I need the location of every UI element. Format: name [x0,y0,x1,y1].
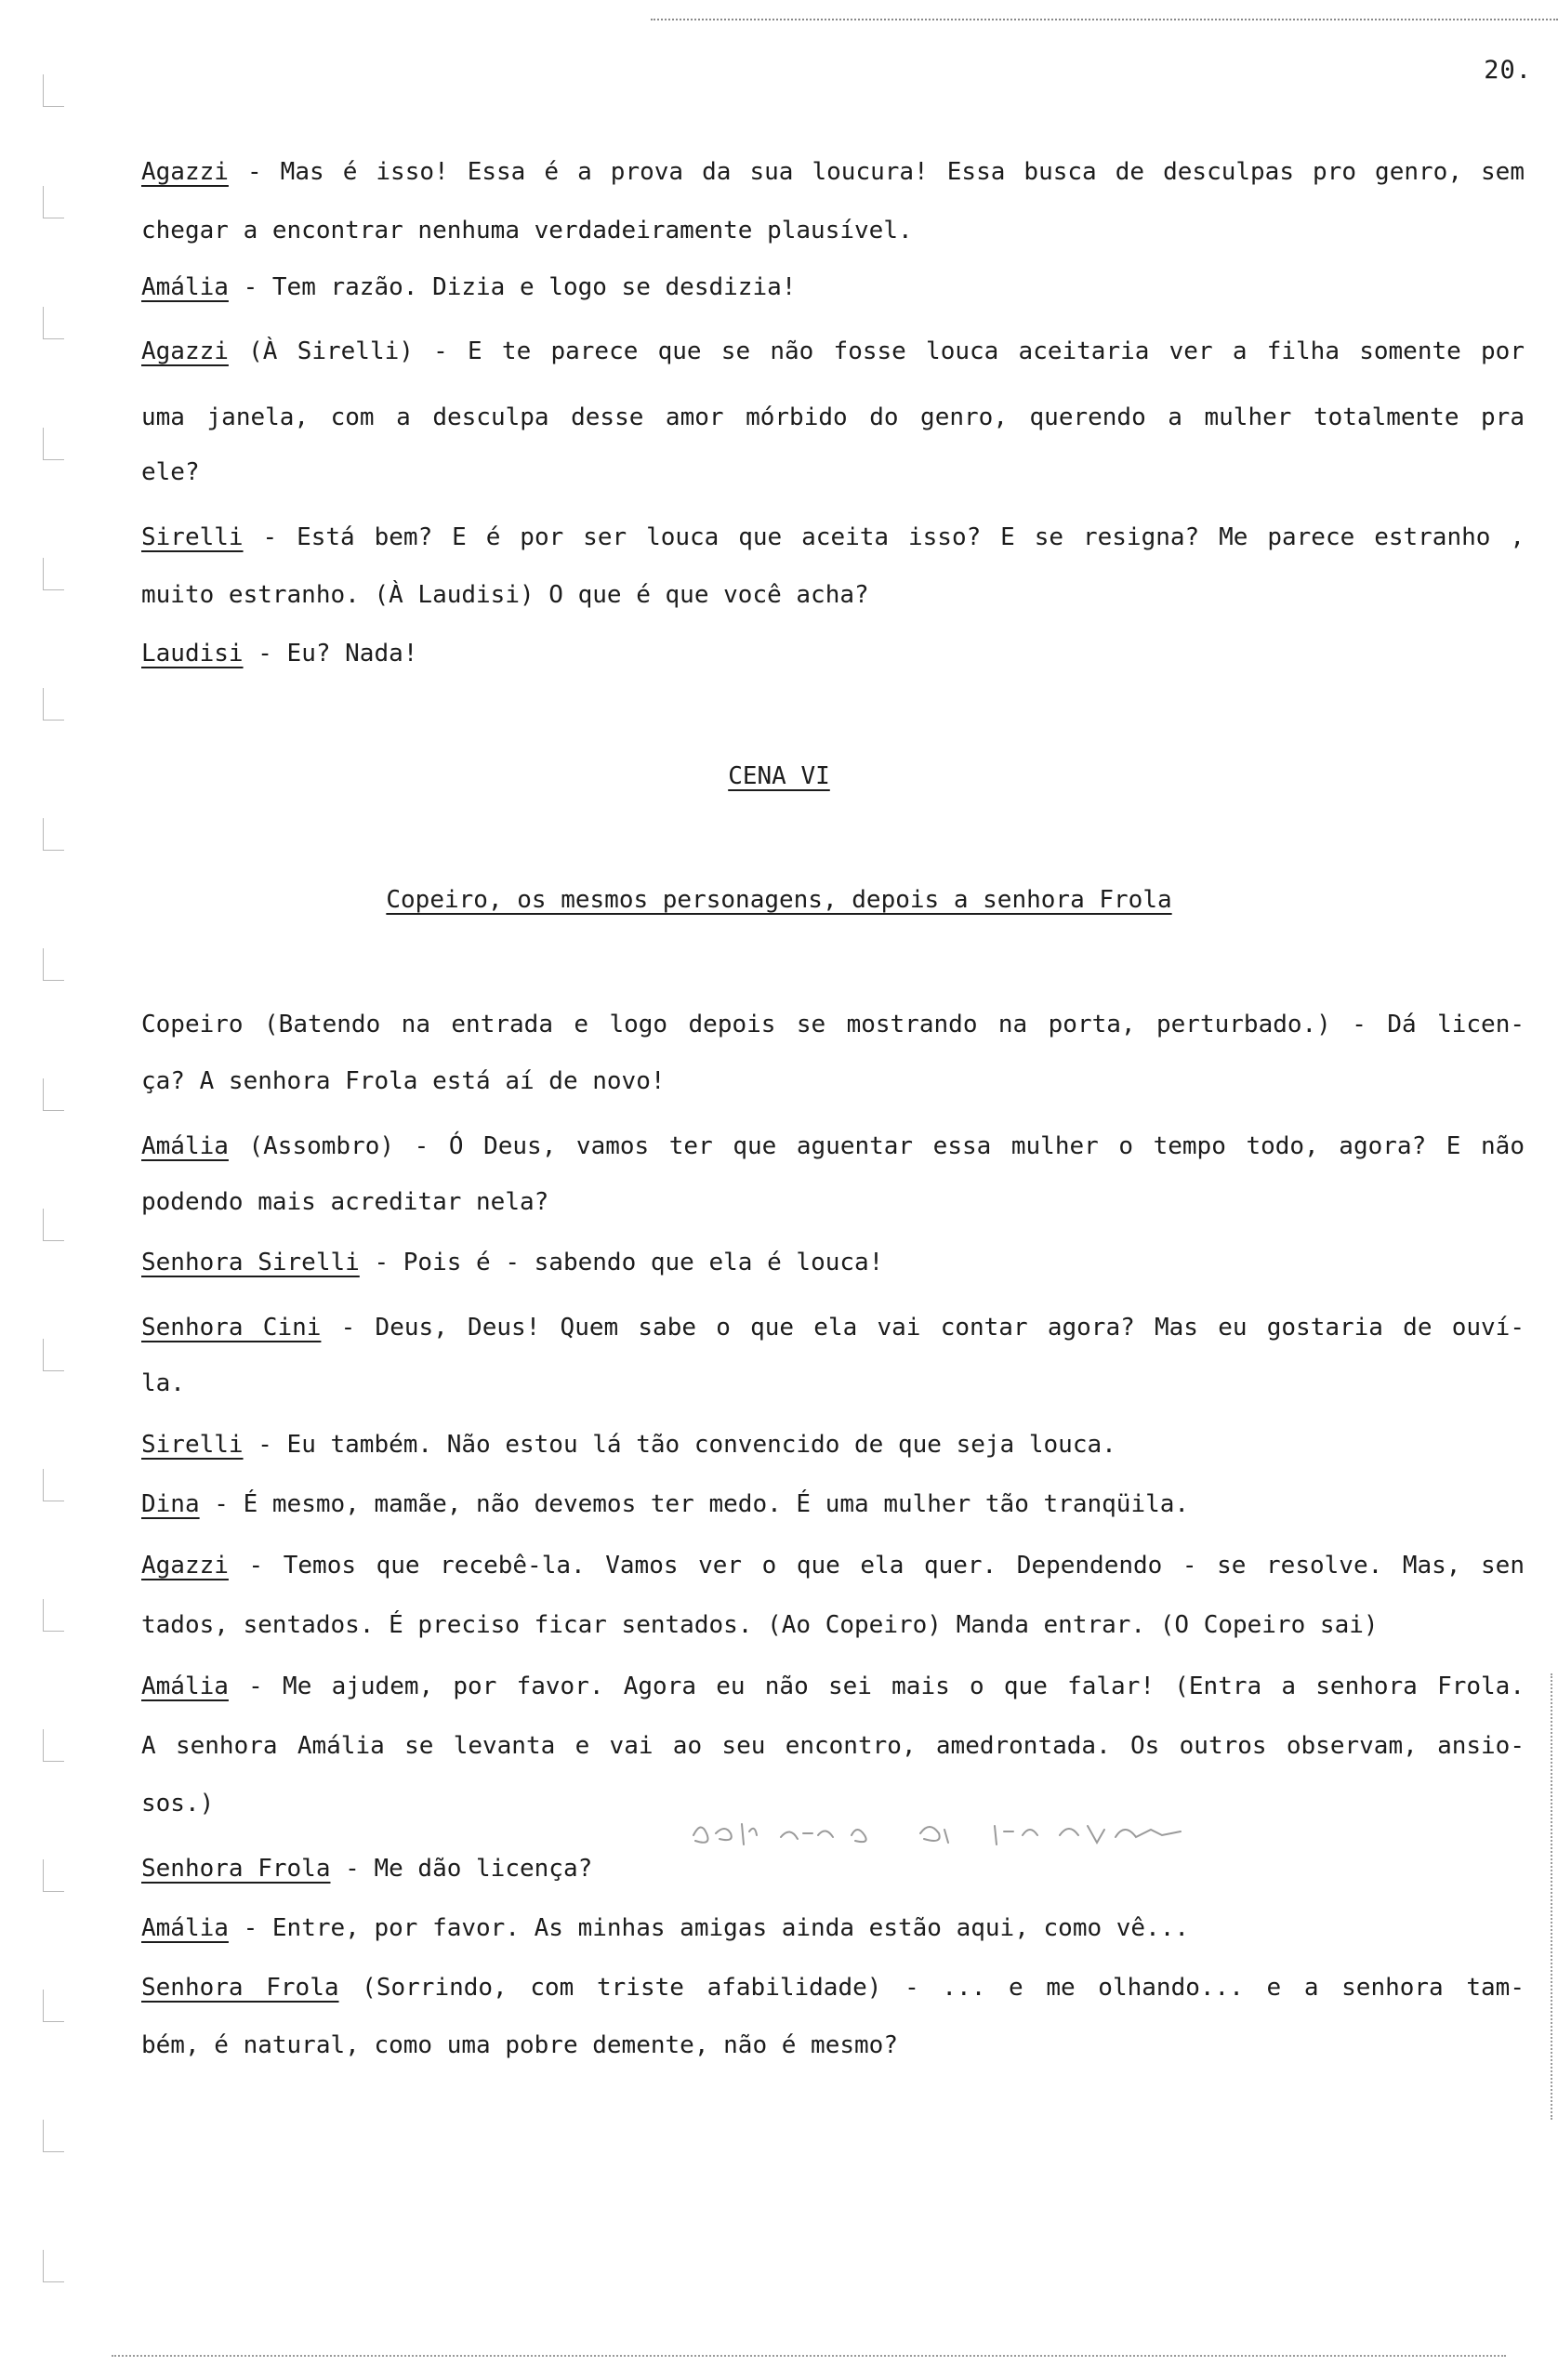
script-line [141,1969,1525,2006]
line-text: - Eu? Nada! [243,640,418,668]
line-text: (Batendo na entrada e logo depois se mostrando na porta, perturbado.) - Dá licen- [243,1011,1525,1038]
scan-top-edge [651,19,1558,20]
line-text: uma janela, com a desculpa desse amor mórbido do genro, querendo a mulher totalmente pra [141,403,1525,431]
script-line [141,1309,1525,1346]
line-text: ça? A senhora Frola está aí de novo! [141,1067,666,1095]
speaker-name: Sirelli [141,523,244,551]
line-text: - Eu também. Não estou lá tão convencido de que seja louca. [243,1431,1116,1459]
script-line [141,454,1536,491]
script-line [141,153,1525,191]
speaker-name: Senhora Cini [141,1314,322,1342]
speaker-name: Senhora Frola [141,1974,339,2002]
line-text: ele? [141,458,200,486]
line-text: - É mesmo, mamãe, não devemos ter medo. É uma mulher tão tranqüila. [199,1490,1190,1518]
line-text: podendo mais acreditar nela? [141,1188,549,1216]
line-text: - Mas é isso! Essa é a prova da sua loucura! Essa busca de desculpas pro genro, sem [228,158,1525,186]
line-text: tados, sentados. É preciso ficar sentados. (Ao Copeiro) Manda entrar. (O Copeiro sai) [141,1611,1379,1639]
script-line [141,399,1525,436]
line-text: - Tem razão. Dizia e logo se desdizia! [228,273,797,301]
script-line [141,2027,1536,2064]
line-text: la. [141,1369,185,1397]
script-line [141,576,1536,614]
line-text: chegar a encontrar nenhuma verdadeiramente plausível. [141,217,913,245]
script-line [141,635,1536,672]
scan-left-margin-marks [35,37,73,2361]
script-line [141,333,1525,370]
script-line [141,1486,1536,1523]
page-number: 20. [1484,56,1532,85]
line-text: - Está bem? E é por ser louca que aceita isso? E se resigna? Me parece estranho , [243,523,1525,551]
speaker-name: Agazzi [141,158,229,186]
script-line [141,1910,1536,1947]
script-line [141,1183,1536,1221]
line-text: sos.) [141,1790,215,1818]
line-text: - Pois é - sabendo que ela é louca! [359,1249,884,1276]
speaker-name: Senhora Sirelli [141,1249,360,1276]
scan-right-edge [1551,1673,1552,2120]
line-text: - Temos que recebê-la. Vamos ver o que ela quer. Dependendo - se resolve. Mas, sen [228,1552,1525,1580]
script-line [141,212,1536,249]
line-text: bém, é natural, como uma pobre demente, não é mesmo? [141,2031,898,2059]
speaker-name: Senhora Frola [141,1855,331,1883]
line-text: - Me ajudem, por favor. Agora eu não sei mais o que falar! (Entra a senhora Frola. [228,1673,1525,1700]
script-line [141,269,1536,306]
handwritten-annotation [688,1813,1432,1850]
line-text: - Deus, Deus! Quem sabe o que ela vai contar agora? Mas eu gostaria de ouví- [321,1314,1525,1342]
script-line [141,1128,1525,1165]
script-line [141,1426,1536,1463]
line-text: (Sorrindo, com triste afabilidade) - ... e me olhando... e a senhora tam- [338,1974,1525,2002]
line-text: muito estranho. (À Laudisi) O que é que você acha? [141,581,869,609]
line-text: - Entre, por favor. As minhas amigas ainda estão aqui, como vê... [228,1914,1190,1942]
line-text: A senhora Amália se levanta e vai ao seu encontro, amedrontada. Os outros observam, ansio- [141,1732,1525,1760]
scene-title: CENA VI [728,762,830,790]
script-line [141,1006,1525,1043]
line-text: (À Sirelli) - E te parece que se não fosse louca aceitaria ver a filha somente por [228,337,1525,365]
speaker-name: Agazzi [141,337,229,365]
scene-characters: Copeiro, os mesmos personagens, depois a senhora Frola [386,886,1172,914]
script-line [141,1244,1536,1281]
script-line [141,1850,1536,1887]
line-text: (Assombro) - Ó Deus, vamos ter que aguentar essa mulher o tempo todo, agora? E não [228,1132,1525,1160]
script-line [141,1668,1525,1705]
line-text: - Me dão licença? [330,1855,593,1883]
scan-bottom-edge [112,2355,1506,2357]
script-line [141,1063,1536,1100]
speaker-name: Sirelli [141,1431,244,1459]
speaker-name: Dina [141,1490,200,1518]
speaker-name: Amália [141,1132,229,1160]
script-line [141,1365,1536,1402]
speaker-name: Amália [141,1673,229,1700]
speaker-name: Copeiro [141,1011,244,1038]
script-line [141,1606,1536,1644]
script-line [141,519,1525,556]
speaker-name: Laudisi [141,640,244,668]
script-line [141,1547,1525,1584]
script-line [141,1727,1525,1765]
speaker-name: Agazzi [141,1552,229,1580]
speaker-name: Amália [141,273,229,301]
speaker-name: Amália [141,1914,229,1942]
